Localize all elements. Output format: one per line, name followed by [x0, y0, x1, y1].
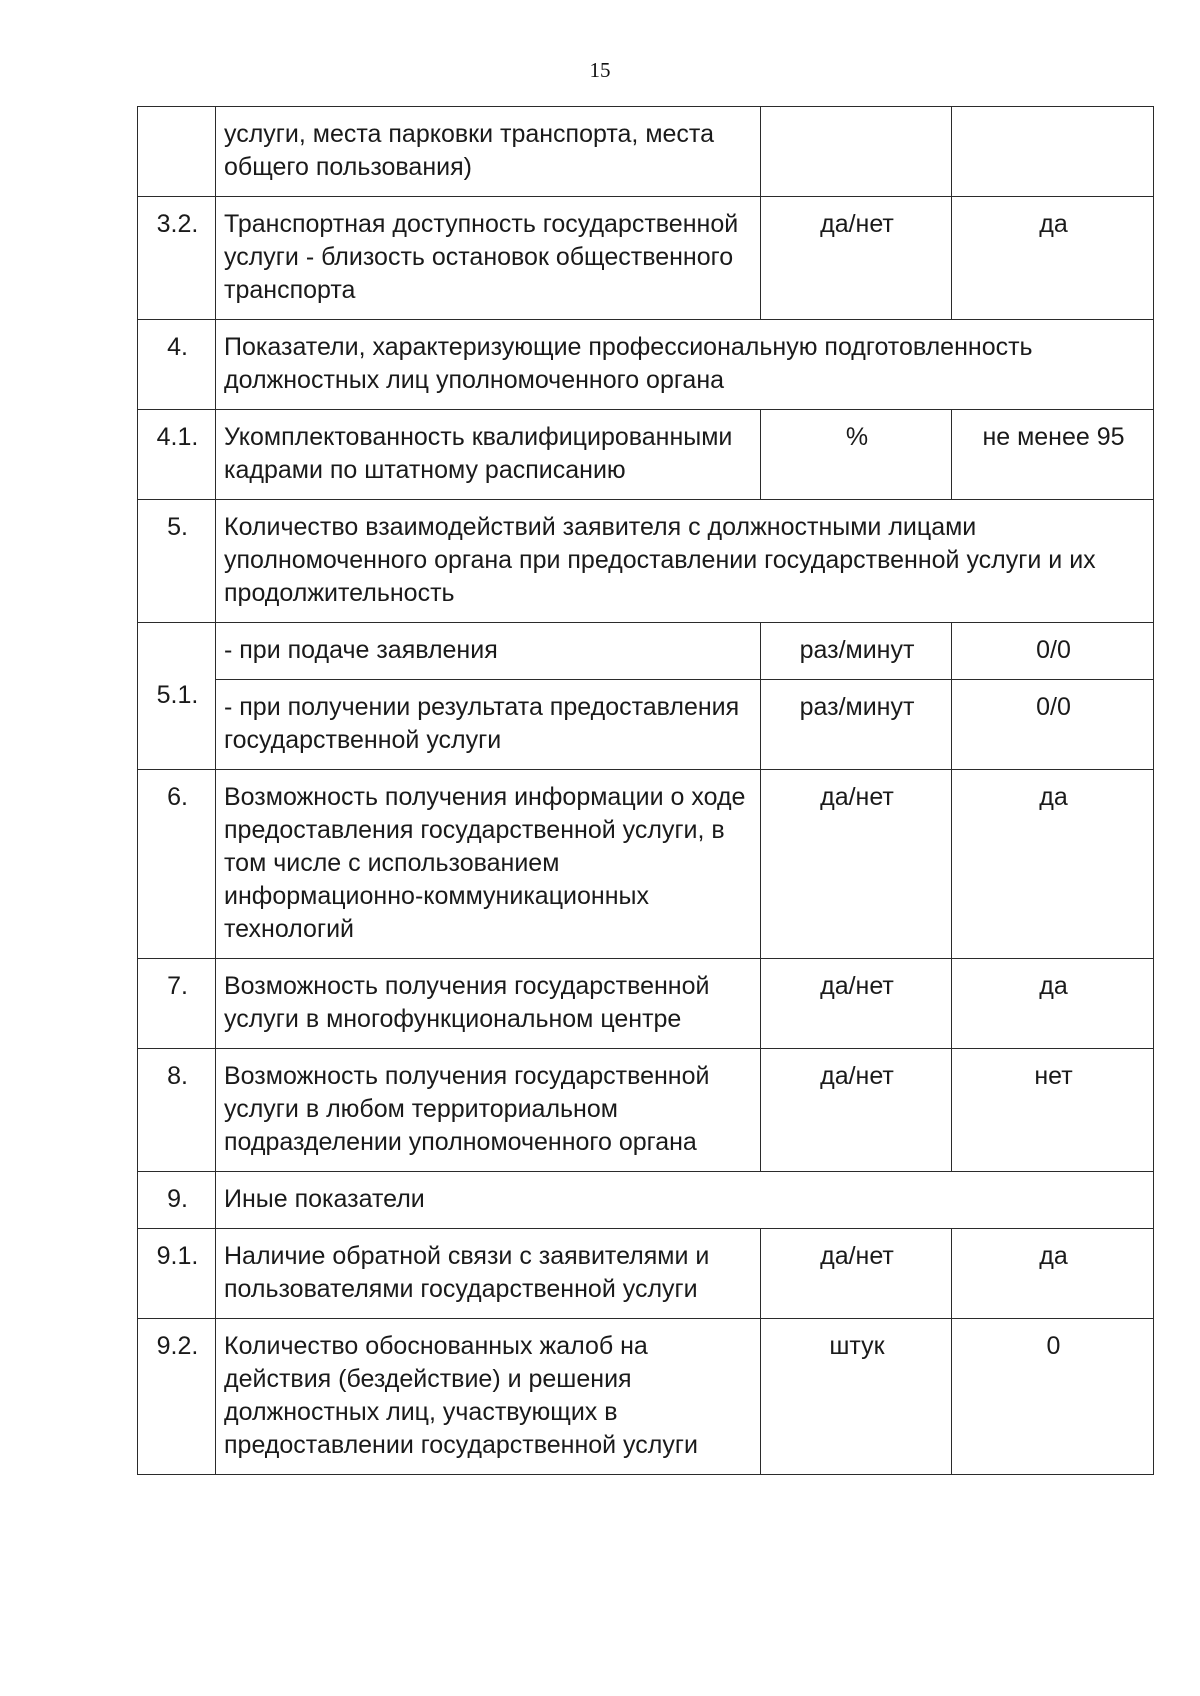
table-row	[138, 1049, 1154, 1172]
unit-cell: штук	[761, 1319, 952, 1475]
indicator-text: Количество обоснованных жалоб на действия (бездействие) и решения должностных лиц, участвующих в предоставлении государственной услуги	[216, 1319, 761, 1475]
value-cell: 0/0	[952, 680, 1154, 770]
indicator-text: Укомплектованность квалифицированными кадрами по штатному расписанию	[216, 410, 761, 500]
table-row	[138, 107, 1154, 197]
row-number: 9.2.	[138, 1319, 216, 1475]
value-cell	[952, 107, 1154, 197]
page-number: 15	[589, 58, 611, 82]
row-number: 5.1.	[138, 623, 216, 770]
indicator-text: Возможность получения государственной услуги в многофункциональном центре	[216, 959, 761, 1049]
unit-cell: раз/минут	[761, 680, 952, 770]
row-number: 4.	[138, 320, 216, 410]
table-row	[138, 623, 1154, 680]
row-number: 7.	[138, 959, 216, 1049]
unit-cell: да/нет	[761, 770, 952, 959]
value-cell: да	[952, 1229, 1154, 1319]
row-number: 4.1.	[138, 410, 216, 500]
section-heading: Количество взаимодействий заявителя с должностными лицами уполномоченного органа при предоставлении государственной услуги и их продолжительность	[216, 500, 1154, 623]
row-number	[138, 107, 216, 197]
table-row	[138, 680, 1154, 770]
indicator-text: - при подаче заявления	[216, 623, 761, 680]
section-row	[138, 500, 1154, 623]
unit-cell	[761, 107, 952, 197]
table-row	[138, 1319, 1154, 1475]
row-number: 6.	[138, 770, 216, 959]
value-cell: нет	[952, 1049, 1154, 1172]
unit-cell: да/нет	[761, 1049, 952, 1172]
table-row	[138, 410, 1154, 500]
value-cell: не менее 95	[952, 410, 1154, 500]
unit-cell: раз/минут	[761, 623, 952, 680]
row-number: 3.2.	[138, 197, 216, 320]
row-number: 5.	[138, 500, 216, 623]
indicator-text: Наличие обратной связи с заявителями и пользователями государственной услуги	[216, 1229, 761, 1319]
indicator-text: Возможность получения информации о ходе предоставления государственной услуги, в том числе с использованием информационно-коммуникационных технологий	[216, 770, 761, 959]
unit-cell: да/нет	[761, 1229, 952, 1319]
row-number: 8.	[138, 1049, 216, 1172]
table-row	[138, 770, 1154, 959]
indicator-text: Транспортная доступность государственной услуги - близость остановок общественного транспорта	[216, 197, 761, 320]
section-row	[138, 320, 1154, 410]
table-row	[138, 1229, 1154, 1319]
section-row	[138, 1172, 1154, 1229]
section-heading: Иные показатели	[216, 1172, 1154, 1229]
table-row	[138, 959, 1154, 1049]
section-heading: Показатели, характеризующие профессиональную подготовленность должностных лиц уполномоченного органа	[216, 320, 1154, 410]
unit-cell: да/нет	[761, 197, 952, 320]
value-cell: да	[952, 770, 1154, 959]
table-row	[138, 197, 1154, 320]
indicators-table	[137, 106, 1154, 1475]
unit-cell: %	[761, 410, 952, 500]
indicator-text: - при получении результата предоставления государственной услуги	[216, 680, 761, 770]
unit-cell: да/нет	[761, 959, 952, 1049]
value-cell: да	[952, 197, 1154, 320]
row-number: 9.	[138, 1172, 216, 1229]
indicator-text: услуги, места парковки транспорта, места общего пользования)	[216, 107, 761, 197]
indicator-text: Возможность получения государственной услуги в любом территориальном подразделении уполномоченного органа	[216, 1049, 761, 1172]
value-cell: 0/0	[952, 623, 1154, 680]
value-cell: 0	[952, 1319, 1154, 1475]
value-cell: да	[952, 959, 1154, 1049]
row-number: 9.1.	[138, 1229, 216, 1319]
